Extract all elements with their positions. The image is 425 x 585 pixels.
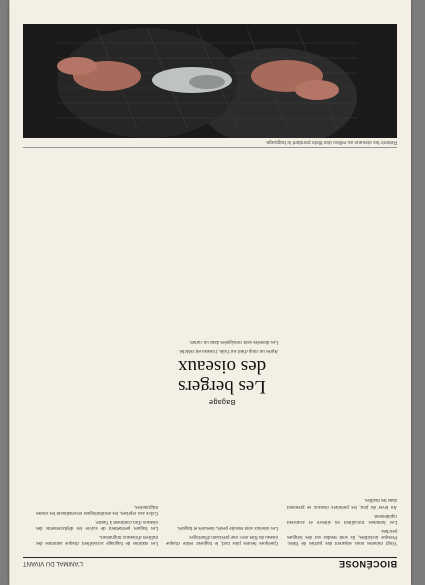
text-column-3 (36, 155, 158, 545)
text-column-2-top (166, 411, 278, 545)
paragraph: Les données sont consignées dans un carnet. (188, 338, 278, 344)
running-header: L'ANIMAL DU VIVANT (23, 560, 83, 566)
paragraph: Les bagues permettent de suivre les déplacements des oiseaux d'un continent à l'autre. (36, 518, 158, 530)
paragraph: Les stations de baguage accueillent chaque automne des milliers d'oiseaux migrateurs. (36, 533, 158, 545)
photo-caption: Retenir les oiseaux au milieu des filets pendant le baguage. (23, 139, 397, 148)
photo-hands-with-bird (23, 24, 397, 138)
text-column-1 (287, 155, 397, 545)
article-title: Les bergers des oiseaux (177, 356, 267, 397)
text-column-2-bottom (166, 155, 278, 353)
page-edge (9, 0, 10, 585)
paragraph: Grâce aux reprises, les ornithologues reconstituent les routes migratoires. (36, 503, 158, 515)
title-block (166, 356, 278, 405)
magazine-page (9, 0, 411, 585)
article-kicker: Bagage (208, 398, 236, 405)
paragraph: Vingt minutes nous séparent des parties de filets. Presque invisibles, ils sont tendus sur des longues perches. (287, 527, 397, 545)
paragraph: Les oiseaux sont ensuite pesés, mesurés et bagués. (177, 524, 278, 530)
page-header (23, 557, 397, 567)
photo-illustration (23, 24, 397, 138)
paragraph: Au lever du jour, les premiers oiseaux se prennent dans les mailles. (287, 497, 397, 509)
paragraph: Les hommes travaillent en silence et avancent rapidement. (287, 512, 397, 524)
paragraph: Après un coup d'œil sur l'aile, l'oiseau est relâché. (178, 348, 278, 353)
paragraph: Quelques heures plus tard, le bagueur retire chaque oiseau du filet avec une précision d'horloger. (166, 533, 278, 545)
section-rubric: BIOCÉNOSE (338, 559, 397, 569)
